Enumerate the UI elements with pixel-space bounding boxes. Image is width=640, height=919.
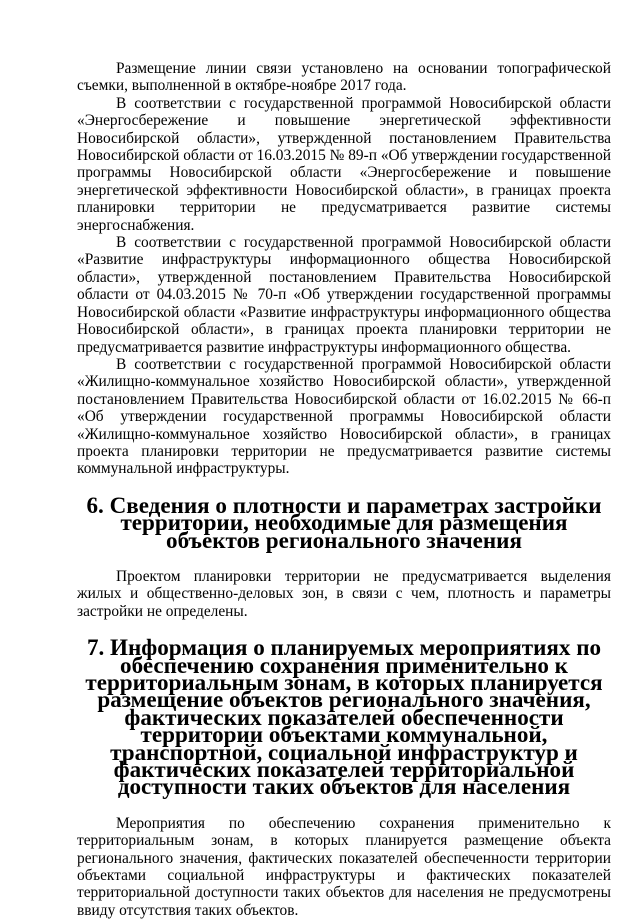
- section-6-heading: 6. Сведения о плотности и параметрах застройки территории, необходимые для размещения объектов регионального значения: [86, 491, 602, 553]
- section-7-heading: 7. Информация о планируемых мероприятиях по обеспечению сохранения применительно к территориальным зонам, в которых планируется размещение объектов регионального значения, фактических показателей обеспеченности территории объектами коммунальной, транспортной, социальной инфраструктур и фактических показателей территориальной доступности таких объектов для населения: [85, 634, 603, 800]
- paragraph-housing-utilities-program: В соответствии с государственной программой Новосибирской области «Жилищно-коммунальное хозяйство Новосибирской области», утвержденной постановлением Правительства Новосибирской области от 16.02.2015 № 66-п «Об утверждении государственной программы Новосибирской области «Жилищно-коммунальное хозяйство Новосибирской области», в границах проекта планировки территории не предусматривается развитие системы коммунальной инфраструктуры.: [77, 355, 611, 478]
- section-6-body: Проектом планировки территории не предусматривается выделения жилых и общественно-деловых зон, в связи с чем, плотность и параметры застройки не определены.: [77, 567, 611, 620]
- paragraph-communication-line: Размещение линии связи установлено на основании топографической съемки, выполненной в октябре-ноябре 2017 года.: [77, 60, 611, 95]
- paragraph-energy-program: В соответствии с государственной программой Новосибирской области «Энергосбережение и повышение энергетической эффективности Новосибирской области», утвержденной постановлением Правительства Новосибирской области от 16.03.2015 № 89-п «Об утверждении государственной программы Новосибирской области «Энергосбережение и повышение энергетической эффективности Новосибирской области», в границах проекта планировки территории не предусматривается развитие системы энергоснабжения.: [77, 94, 611, 234]
- paragraph-info-infrastructure-program: В соответствии с государственной программой Новосибирской области «Развитие инфраструктуры информационного общества Новосибирской области», утвержденной постановлением Правительства Новосибирской области от 04.03.2015 № 70-п «Об утверждении государственной программы Новосибирской области «Развитие инфраструктуры информационного общества Новосибирской области», в границах проекта планировки территории не предусматривается развитие инфраструктуры информационного общества.: [77, 234, 611, 356]
- section-7-body: Мероприятия по обеспечению сохранения применительно к территориальным зонам, в которых планируется размещение объекта регионального значения, фактических показателей обеспеченности территории объектами социальной инфраструктуры и фактических показателей территориальной доступности таких объектов для населения не предусмотрены ввиду отсутствия таких объектов.: [77, 814, 611, 919]
- document-page: [77, 60, 611, 919]
